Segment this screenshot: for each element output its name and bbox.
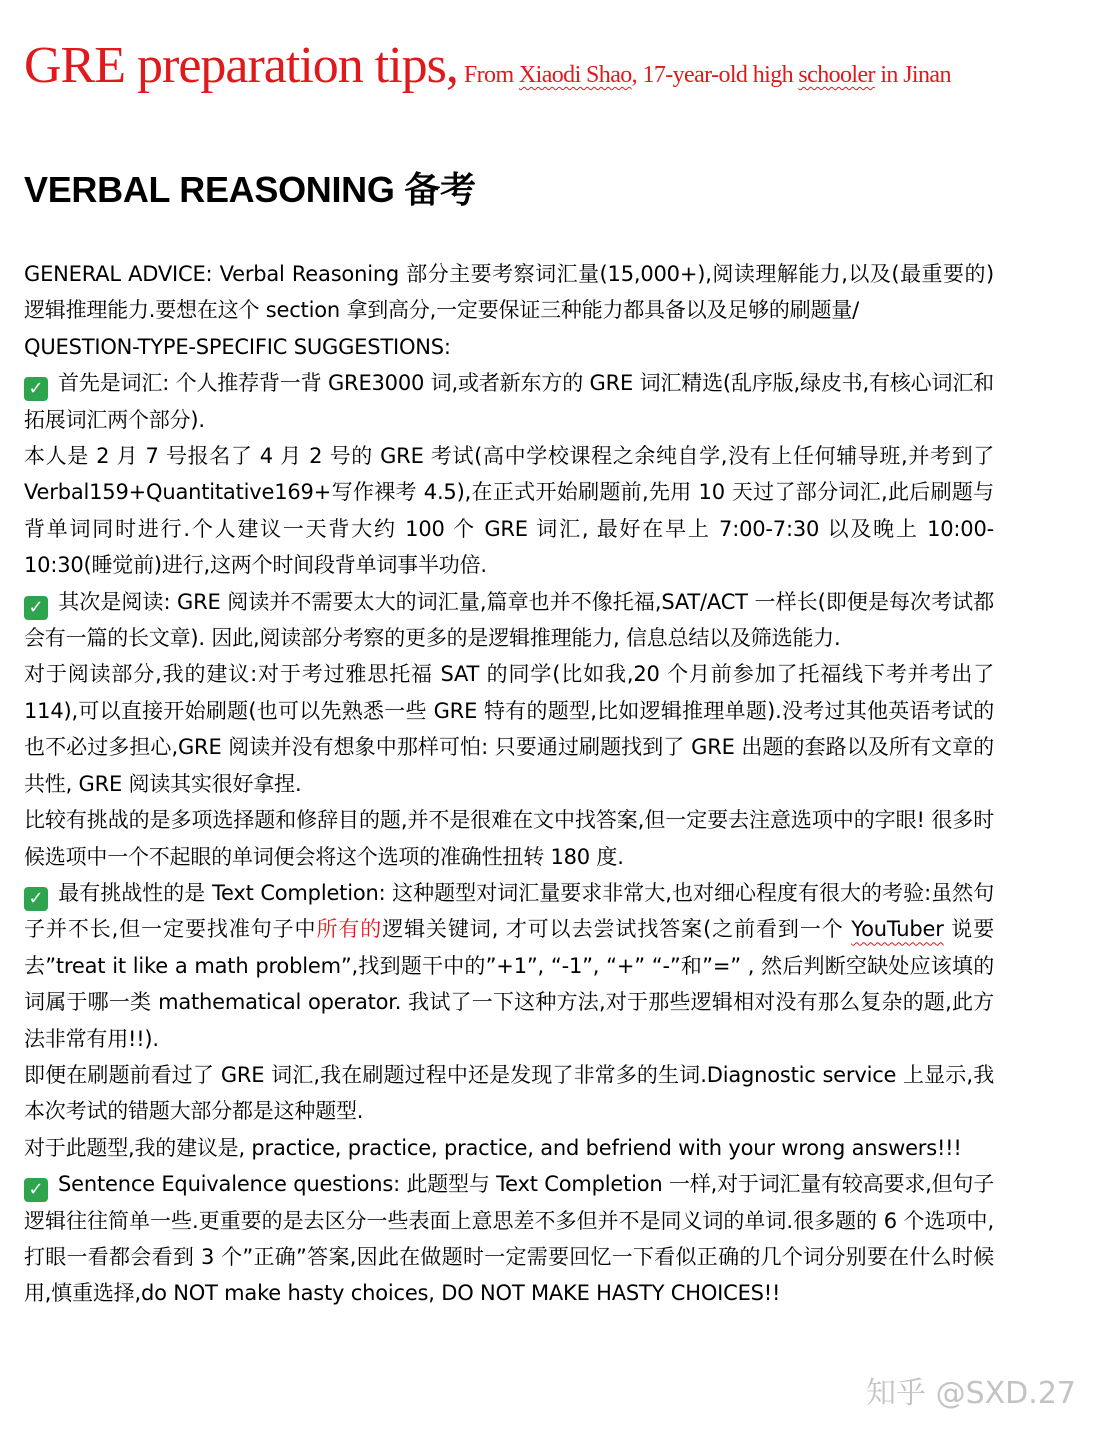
title-subtitle xyxy=(464,62,951,88)
check-mark-icon: ✓ xyxy=(24,1178,48,1202)
paragraph-practice-advice: 对于此题型,我的建议是, practice, practice, practice, and befriend with your wrong answers!!! xyxy=(24,1135,962,1160)
text-completion-part-c: 说要去”treat it like a math problem”,找到题干中的”+1”, “-1”, “+” “-”和”=” , 然后判断空缺处应该填的词属于哪一类 mathematical operator. 我试了一下这种方法,对于那些逻辑相对没有那么复杂的题,此方法非常有用!!). xyxy=(24,917,995,1051)
paragraph-personal-experience: 本人是 2 月 7 号报名了 4 月 2 号的 GRE 考试(高中学校课程之余纯自学,没有上任何辅导班,并考到了 Verbal159+Quantitative169+写作裸考 4.5),在正式开始刷题前,先用 10 天过了部分词汇,此后刷题与背单词同时进行.个人建议一天背大约 100 个 GRE 词汇, 最好在早上 7:00-7:30 以及晚上 10:00-10:30(睡觉前)进行,这两个时间段背单词事半功倍. xyxy=(24,444,994,578)
paragraph-reading xyxy=(24,584,994,657)
paragraph-suggestions-heading: QUESTION-TYPE-SPECIFIC SUGGESTIONS: xyxy=(24,334,451,359)
paragraph-sentence-equivalence-text: Sentence Equivalence questions: 此题型与 Text Completion 一样,对于词汇量有较高要求,但句子逻辑往往简单一些.更重要的是去区分一些表面上意思差不多但并不是同义词的单词.很多题的 6 个选项中,打眼一看都会看到 3 个”正确”答案,因此在做题时一定需要回忆一下看似正确的几个词分别要在什么时候用,慎重选择,do NOT make hasty choices, DO NOT MAKE HASTY CHOICES!! xyxy=(24,1172,994,1306)
paragraph-general-advice: GENERAL ADVICE: Verbal Reasoning 部分主要考察词汇量(15,000+),阅读理解能力,以及(最重要的)逻辑推理能力.要想在这个 section 拿到高分,一定要保证三种能力都具备以及足够的刷题量/ xyxy=(24,262,994,323)
section-heading: VERBAL REASONING 备考 xyxy=(24,169,476,210)
check-mark-icon: ✓ xyxy=(24,887,48,911)
paragraph-challenging-questions: 比较有挑战的是多项选择题和修辞目的题,并不是很难在文中找答案,但一定要去注意选项中的字眼! 很多时候选项中一个不起眼的单词便会将这个选项的准确性扭转 180 度. xyxy=(24,808,994,869)
paragraph-reading-text: 其次是阅读: GRE 阅读并不需要太大的词汇量,篇章也并不像托福,SAT/ACT 一样长(即便是每次考试都会有一篇的长文章). 因此,阅读部分考察的更多的是逻辑推理能力, 信息总结以及筛选能力. xyxy=(24,589,994,651)
text-completion-part-a: 最有挑战性的是 Text Completion: 这种题型对词汇量要求非常大,也对细心程度有很大的考验:虽然句子并不长,但一定要找准句子中 xyxy=(24,880,994,942)
highlighted-red-text: 所有的 xyxy=(316,917,383,942)
document-title xyxy=(24,36,994,106)
paragraph-vocabulary xyxy=(24,365,994,438)
subtitle-author-name: Xiaodi Shao xyxy=(518,62,632,88)
paragraph-sentence-equivalence xyxy=(24,1166,994,1312)
document-page xyxy=(24,36,994,1312)
article-body xyxy=(24,256,994,1312)
youtuber-word: YouTuber xyxy=(851,917,944,942)
subtitle-schooler-word: schooler xyxy=(798,62,875,88)
zhihu-watermark: 知乎 @SXD.27 xyxy=(866,1376,1076,1411)
check-mark-icon: ✓ xyxy=(24,377,48,401)
subtitle-mid: , 17-year-old high xyxy=(631,62,799,88)
paragraph-text-completion xyxy=(24,875,994,1057)
check-mark-icon: ✓ xyxy=(24,596,48,620)
paragraph-reading-advice: 对于阅读部分,我的建议:对于考过雅思托福 SAT 的同学(比如我,20 个月前参加了托福线下考并考出了 114),可以直接开始刷题(也可以先熟悉一些 GRE 特有的题型,比如逻辑推理单题).没考过其他英语考试的也不必过多担心,GRE 阅读并没有想象中那样可怕: 只要通过刷题找到了 GRE 出题的套路以及所有文章的共性, GRE 阅读其实很好拿捏. xyxy=(24,662,994,796)
subtitle-suffix: in Jinan xyxy=(874,62,951,88)
paragraph-vocabulary-text: 首先是词汇: 个人推荐背一背 GRE3000 词,或者新东方的 GRE 词汇精选(乱序版,绿皮书,有核心词汇和拓展词汇两个部分). xyxy=(24,371,994,432)
subtitle-prefix: From xyxy=(463,62,519,88)
paragraph-diagnostic: 即便在刷题前看过了 GRE 词汇,我在刷题过程中还是发现了非常多的生词.Diagnostic service 上显示,我本次考试的错题大部分都是这种题型. xyxy=(24,1062,994,1124)
text-completion-part-b: 逻辑关键词, 才可以去尝试找答案(之前看到一个 xyxy=(382,917,852,942)
title-main: GRE preparation tips, xyxy=(24,37,458,94)
